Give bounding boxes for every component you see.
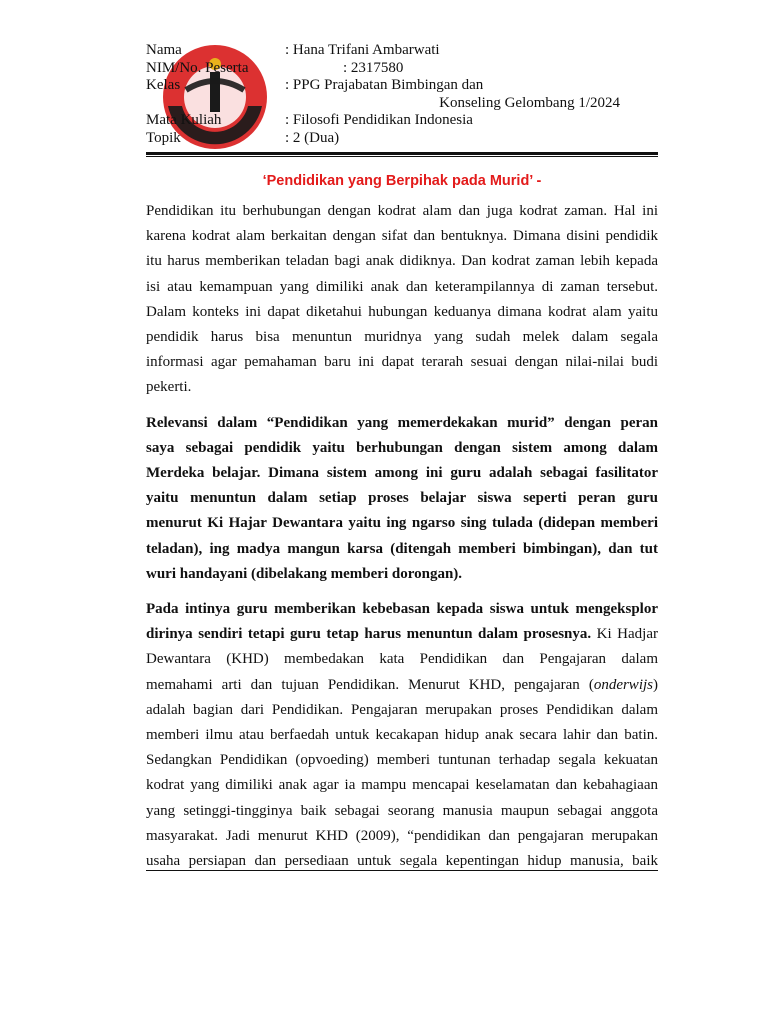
document-body <box>146 199 658 884</box>
header-label: NIM/No. Peserta <box>146 59 249 76</box>
header-divider-thin <box>146 156 658 157</box>
text-line: Merdeka belajar. Dimana sistem among ini guru adalah sebagai fasilitator <box>146 465 658 482</box>
paragraph-1 <box>146 199 658 401</box>
header-label: Topik <box>146 129 181 146</box>
header-value: : 2317580 <box>343 59 404 76</box>
text-line: Sedangkan Pendidikan (opvoeding) memberi tuntunan terhadap segala kekuatan <box>146 752 658 769</box>
text-line: yang setinggi-tingginya baik sebagai seorang manusia maupun sebagai anggota <box>146 802 658 819</box>
header-label: Kelas <box>146 77 181 93</box>
text-line: informasi agar pemahaman baru ini dapat terarah sesuai dengan nilai-nilai budi <box>146 354 658 371</box>
header-row-class <box>146 77 658 95</box>
header-row-name <box>146 42 658 60</box>
header-label: Mata Kuliah <box>146 112 222 128</box>
text-line: teladan), ing madya mangun karsa (ditengah memberi bimbingan), dan tut <box>146 540 658 557</box>
header-divider <box>146 152 658 155</box>
text-line: pekerti. <box>146 379 192 396</box>
header-value: : Hana Trifani Ambarwati <box>285 42 440 58</box>
paragraph-2 <box>146 411 658 587</box>
italic-text: onderwijs <box>593 676 653 693</box>
header-value-continuation: Konseling Gelombang 1/2024 <box>439 94 620 111</box>
text-line: pendidik harus bisa menuntun muridnya yang sudah melek dalam segala <box>146 329 658 346</box>
text-span: ) <box>653 676 658 693</box>
text-span: memahami arti dan tujuan Pendidikan. Menurut KHD, pengajaran ( <box>146 676 594 693</box>
header-value: : Filosofi Pendidikan Indonesia <box>285 112 473 128</box>
document-title: ‘Pendidikan yang Berpihak pada Murid’ - <box>262 173 542 189</box>
text-line: saya sebagai pendidik yaitu berhubungan dengan sistem among dalam <box>146 439 658 456</box>
header-row-course <box>146 112 658 130</box>
text-line: Dewantara (KHD) membedakan kata Pendidikan dan Pengajaran dalam <box>146 651 658 668</box>
text-line: usaha persiapan dan persediaan untuk segala kepentingan hidup manusia, baik <box>146 853 658 870</box>
text-line: Relevansi dalam “Pendidikan yang memerdekakan murid” dengan peran <box>146 414 658 431</box>
bold-text: dirinya sendiri tetapi guru tetap harus menuntun dalam prosesnya. <box>146 626 592 643</box>
text-line: Pada intinya guru memberikan kebebasan kepada siswa untuk mengeksplor <box>146 601 658 618</box>
text-line: isi atau kemampuan yang dimiliki anak dan keterampilannya di zaman tersebut. <box>146 278 658 295</box>
text-line <box>146 622 658 647</box>
text-line: Dalam konteks ini dapat diketahui hubungan keduanya dimana kodrat alam yaitu <box>146 303 658 320</box>
page-bottom-rule <box>146 870 658 871</box>
header-label: Nama <box>146 42 182 58</box>
identity-header <box>146 42 658 147</box>
text-line: karena kodrat alam berkaitan dengan sifat dan bentuknya. Dimana disini pendidik <box>146 228 658 245</box>
text-line: yaitu menuntun dalam setiap proses belajar siswa seperti peran guru <box>146 490 658 507</box>
text-line: kodrat yang dimiliki anak agar ia mampu mencapai keselamatan dan kebahagiaan <box>146 777 658 794</box>
header-row-topic <box>146 130 658 148</box>
text-line: memberi ilmu atau berfaedah untuk kecakapan hidup anak secara lahir dan batin. <box>146 727 658 744</box>
paragraph-3 <box>146 597 658 874</box>
text-line: menurut Ki Hajar Dewantara yaitu ing ngarso sing tulada (didepan memberi <box>146 515 658 532</box>
text-line <box>146 673 658 698</box>
text-line: wuri handayani (dibelakang memberi dorongan). <box>146 565 463 582</box>
header-value: : 2 (Dua) <box>285 129 340 146</box>
header-row-nim <box>146 60 658 78</box>
header-row-class-cont <box>146 95 658 113</box>
text-line: itu harus memberikan teladan bagi anak didiknya. Dan kodrat zaman lebih kepada <box>146 253 658 270</box>
header-value: : PPG Prajabatan Bimbingan dan <box>285 77 484 93</box>
text-span: Ki Hadjar <box>591 626 658 643</box>
text-line: adalah bagian dari Pendidikan. Pengajaran merupakan proses Pendidikan dalam <box>146 701 658 718</box>
text-line: Pendidikan itu berhubungan dengan kodrat alam dan juga kodrat zaman. Hal ini <box>146 203 658 219</box>
text-line: masyarakat. Jadi menurut KHD (2009), “pendidikan dan pengajaran merupakan <box>146 827 658 844</box>
